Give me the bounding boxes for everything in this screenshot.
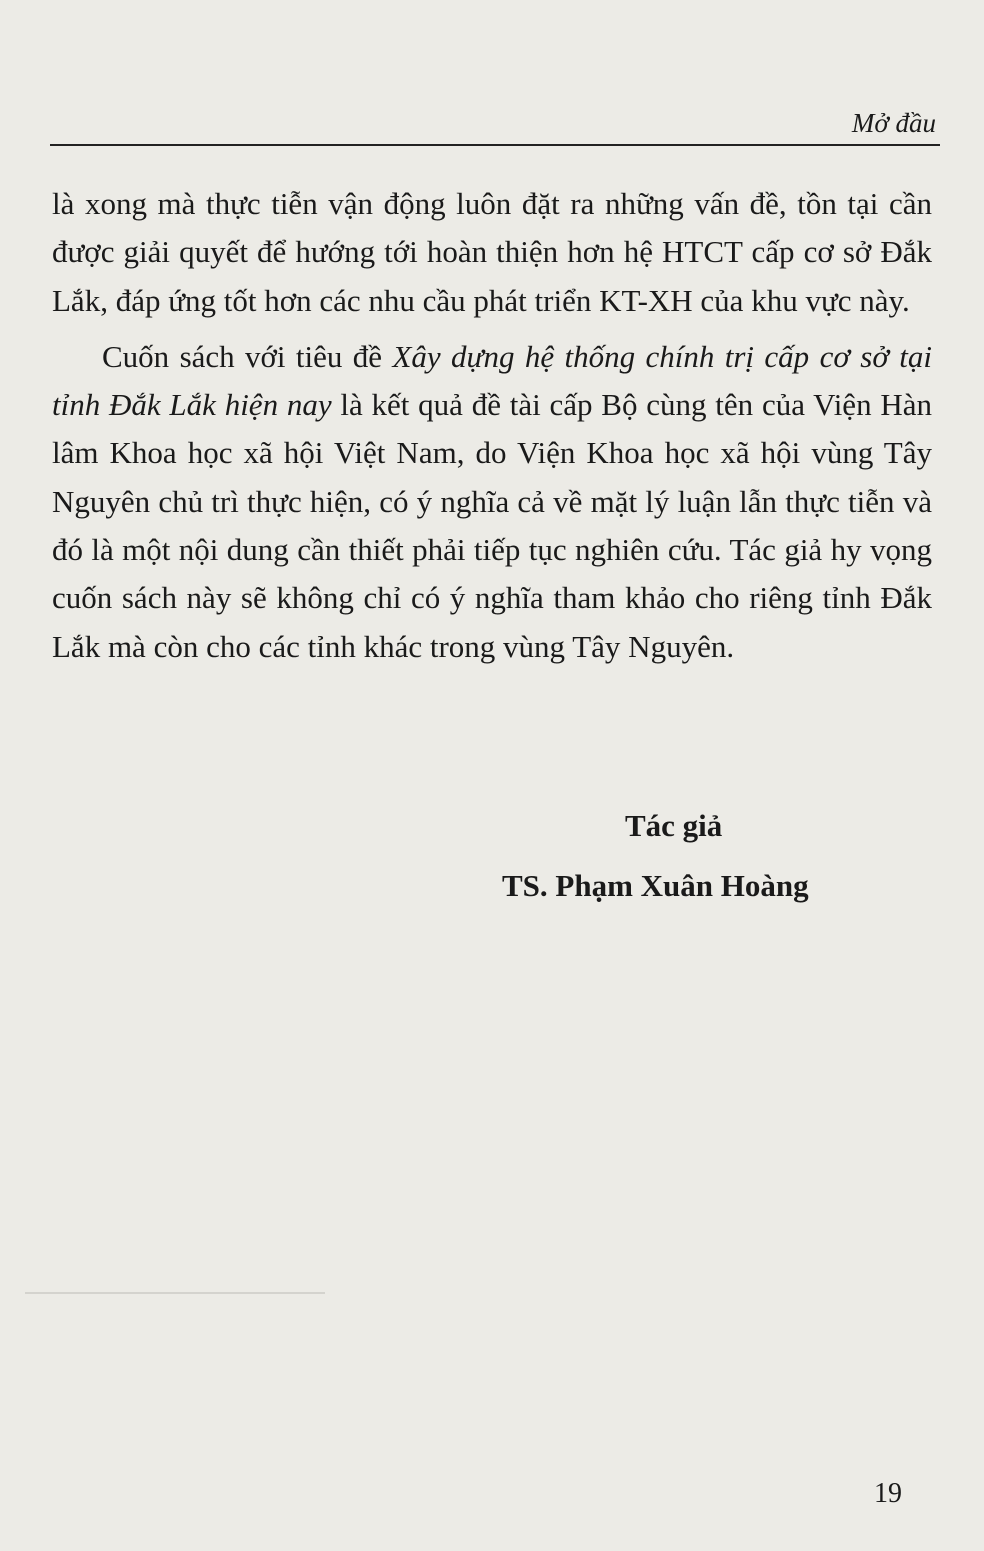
running-title: Mở đầu: [851, 108, 936, 138]
body-text: [52, 180, 932, 671]
page-header: [50, 100, 940, 146]
paragraph-1: là xong mà thực tiễn vận động luôn đặt ra những vấn đề, tồn tại cần được giải quyết để hướng tới hoàn thiện hơn hệ HTCT cấp cơ sở Đắk Lắk, đáp ứng tốt hơn các nhu cầu phát triển KT-XH của khu vực này.: [52, 186, 932, 318]
book-title: Xây dựng hệ thống chính trị cấp cơ sở tại tỉnh Đắk Lắk hiện nay: [52, 338, 932, 423]
author-role: Tác giả: [625, 808, 723, 843]
bleed-through-rule: [25, 1292, 325, 1294]
page-number: 19: [874, 1478, 902, 1509]
paragraph-2: [52, 333, 932, 671]
author-name: TS. Phạm Xuân Hoàng: [502, 868, 809, 903]
paragraph-2-lead: Cuốn sách với tiêu đề: [102, 338, 393, 374]
paragraph-2-rest: là kết quả đề tài cấp Bộ cùng tên của Viện Hàn lâm Khoa học xã hội Việt Nam, do Viện Khoa học xã hội vùng Tây Nguyên chủ trì thực hiện, có ý nghĩa cả về mặt lý luận lẫn thực tiễn và đó là một nội dung cần thiết phải tiếp tục nghiên cứu. Tác giả hy vọng cuốn sách này sẽ không chỉ có ý nghĩa tham khảo cho riêng tỉnh Đắk Lắk mà còn cho các tỉnh khác trong vùng Tây Nguyên.: [52, 387, 932, 664]
